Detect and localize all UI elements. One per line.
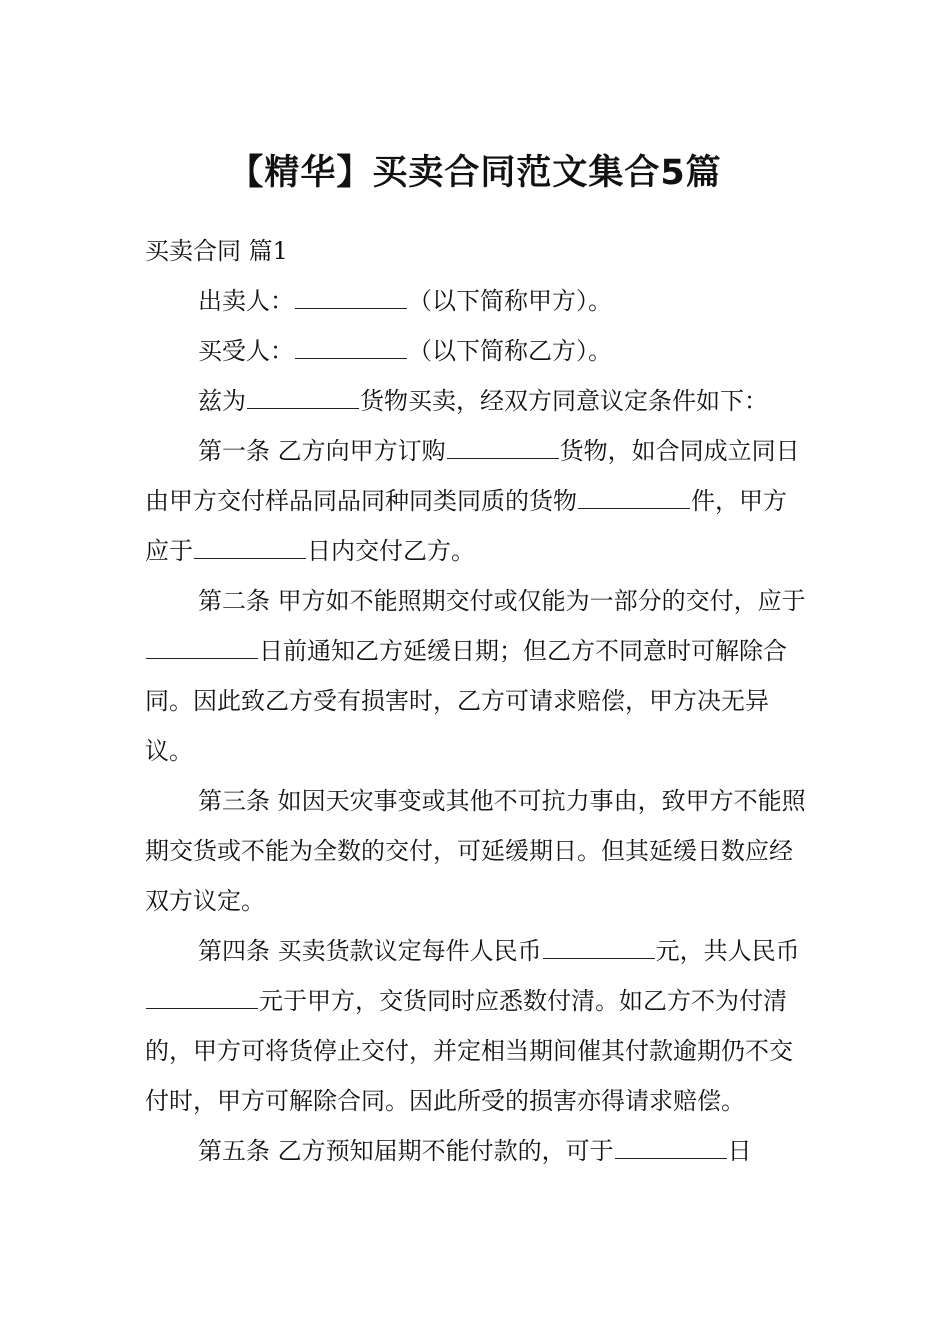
fill-in-blank bbox=[615, 1156, 727, 1159]
fill-in-blank bbox=[543, 956, 655, 959]
text-run: 第二条 甲方如不能照期交付或仅能为一部分的交付，应于 bbox=[198, 587, 806, 615]
text-run: 货物买卖，经双方同意议定条件如下： bbox=[360, 387, 768, 415]
text-run: 第四条 买卖货款议定每件人民币 bbox=[198, 937, 542, 965]
fill-in-blank bbox=[447, 456, 559, 459]
text-run: 买受人： bbox=[198, 337, 294, 365]
paragraph-preamble bbox=[145, 376, 810, 426]
text-run: 日 bbox=[727, 1137, 752, 1165]
paragraph-article-3 bbox=[145, 776, 810, 926]
text-run: 第五条 乙方预知届期不能付款的，可于 bbox=[198, 1137, 614, 1165]
text-run: 兹为 bbox=[198, 387, 246, 415]
fill-in-blank bbox=[146, 656, 258, 659]
fill-in-blank bbox=[295, 356, 407, 359]
text-run: 出卖人： bbox=[198, 287, 294, 315]
fill-in-blank bbox=[578, 506, 690, 509]
document-body bbox=[145, 226, 810, 1176]
paragraph-article-2 bbox=[145, 576, 810, 776]
paragraph-buyer bbox=[145, 326, 810, 376]
text-run: 日内交付乙方。 bbox=[307, 537, 475, 565]
fill-in-blank bbox=[247, 406, 359, 409]
text-run: 件，甲方应于 bbox=[145, 487, 787, 565]
text-run: 货物，如合同成立同日由甲方交付样品同品同种同类同质的货物 bbox=[145, 437, 800, 515]
paragraph-article-4 bbox=[145, 926, 810, 1126]
text-run: 第一条 乙方向甲方订购 bbox=[198, 437, 446, 465]
paragraph-article-5 bbox=[145, 1126, 810, 1176]
fill-in-blank bbox=[146, 1006, 258, 1009]
fill-in-blank bbox=[194, 556, 306, 559]
text-run: （以下简称乙方）。 bbox=[408, 337, 612, 365]
paragraph-seller bbox=[145, 276, 810, 326]
document-title: 【精华】买卖合同范文集合5篇 bbox=[228, 153, 722, 194]
text-run: 第三条 如因天灾事变或其他不可抗力事由，致甲方不能照期交货或不能为全数的交付，可延缓期日。但其延缓日数应经双方议定。 bbox=[145, 787, 806, 915]
text-run: 元于甲方，交货同时应悉数付清。如乙方不为付清的，甲方可将货停止交付，并定相当期间催其付款逾期仍不交付时，甲方可解除合同。因此所受的损害亦得请求赔偿。 bbox=[145, 987, 793, 1115]
text-run: （以下简称甲方）。 bbox=[408, 287, 612, 315]
text-run: 元，共人民币 bbox=[655, 937, 800, 965]
paragraph-article-1 bbox=[145, 426, 810, 576]
text-run: 日前通知乙方延缓日期；但乙方不同意时可解除合同。因此致乙方受有损害时，乙方可请求赔偿，甲方决无异议。 bbox=[145, 637, 787, 765]
fill-in-blank bbox=[295, 306, 407, 309]
section-heading: 买卖合同 篇1 bbox=[145, 237, 288, 265]
